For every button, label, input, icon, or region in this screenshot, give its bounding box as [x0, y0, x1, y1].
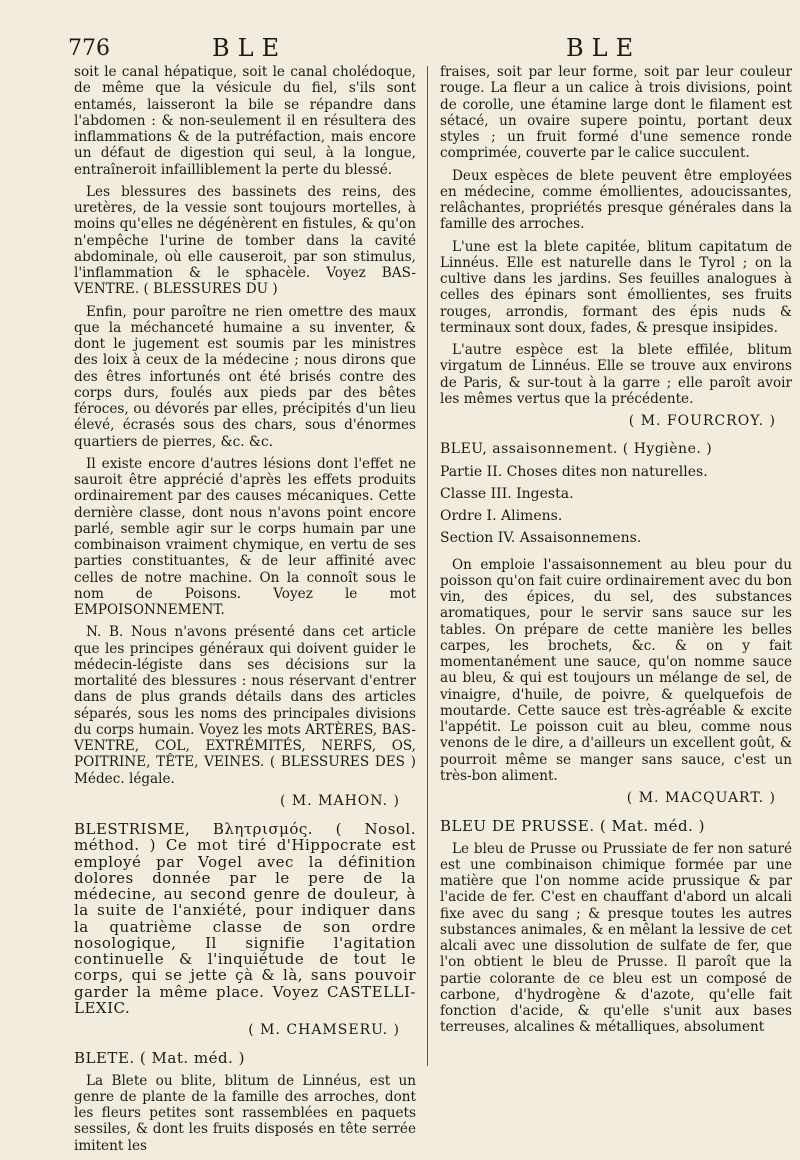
paragraph: soit le canal hépatique, soit le canal cholédoque, de même que la vésicule du fiel, s'ils sont entamés, laisseront la bile se répandre dans l'abdomen : & non-seulement il en résultera des inflammations & de la putréfaction, mais encore un défaut de digestion qui seul, à la longue, entraîneroit infailliblement la perte du blessé.: [74, 64, 416, 178]
paragraph: L'une est la blete capitée, blitum capitatum de Linnéus. Elle est naturelle dans le Tyrol ; on la cultive dans les jardins. Ses feuilles analogues à celles des épinars sont émollientes, ses fruits rouges, arrondis, formant des épis nuds & terminaux sont doux, fades, & presque insipides.: [440, 238, 792, 336]
entry-heading: BLEU DE PRUSSE. ( Mat. méd. ): [440, 817, 705, 836]
running-head-right: BLE: [566, 34, 642, 62]
paragraph: Enfin, pour paroître ne rien omettre des maux que la méchanceté humaine a su inventer, & dont le jugement est soumis par les ministres des loix à ceux de la médecine ; nous dirons que des êtres infortunés ont été brisés contre des corps durs, foulés aux pieds par des bêtes féroces, ou dévorés par elles, précipités d'un lieu élevé, écrasés sous des chars, sous d'énormes quartiers de pierres, &c. &c.: [74, 303, 416, 450]
author-signature: ( M. MACQUART. ): [626, 790, 776, 806]
paragraph: La Blete ou blite, blitum de Linnéus, est un genre de plante de la famille des arroches, dont les fleurs petites sont rassemblées en paquets sessiles, & dont les fruits disposés en tête serrée imitent les: [74, 1072, 416, 1154]
author-signature: ( M. CHAMSERU. ): [248, 1022, 400, 1038]
paragraph: On emploie l'assaisonnement au bleu pour du poisson qu'on fait cuire ordinairement avec du bon vin, des épices, du sel, des substances aromatiques, pour le servir sans sauce sur les tables. On prépare de cette manière les belles carpes, les brochets, &c. & on y fait momentanément une sauce, qu'on nomme sauce au bleu, & qui est toujours un mélange de sel, de vinaigre, d'huile, de poivre, & quelquefois de moutarde. Cette sauce est très-agréable & excite l'appétit. Le poisson cuit au bleu, comme nous venons de le dire, a d'ailleurs un excellent goût, & pourroit même se manger sans sauce, c'est un très-bon aliment.: [440, 556, 792, 784]
author-signature: ( M. MAHON. ): [280, 792, 400, 809]
column-divider: [427, 66, 428, 1066]
page-header: [0, 34, 800, 64]
paragraph: Le bleu de Prusse ou Prussiate de fer non saturé est une combinaison chimique formée par une matière que l'on nomme acide prussique & par l'acide de fer. C'est en chauffant d'abord un alcali fixe avec du sang ; & presque toutes les autres substances animales, & en mêlant la lessive de cet alcali avec une dissolution de sulfate de fer, que l'on obtient le bleu de Prusse. Il paroît que la partie colorante de ce bleu est un composé de carbone, d'hydrogène & d'azote, qu'elle fait fonction d'acide, & qu'elle s'unit aux bases terreuses, alcalines & métalliques, absolument: [440, 840, 792, 1036]
entry-heading: BLETE. ( Mat. méd. ): [74, 1049, 246, 1068]
paragraph: L'autre espèce est la blete effilée, blitum virgatum de Linnéus. Elle se trouve aux environs de Paris, & sur-tout à la garre ; elle paroît avoir les mêmes vertus que la précédente.: [440, 342, 792, 407]
page-number: 776: [68, 36, 110, 61]
classification-line: Classe III. Ingesta.: [440, 485, 574, 502]
paragraph: Il existe encore d'autres lésions dont l'effet ne sauroit être apprécié d'après les effets produits ordinairement par des causes mécaniques. Cette dernière classe, dont nous n'avons point encore parlé, semble agir sur le corps humain par une combinaison vraiment chymique, en vertu de ses parties constituantes, & de leur affinité avec celles de notre machine. On la connoît sous le nom de Poisons. Voyez le mot EMPOISONNEMENT.: [74, 455, 416, 618]
classification-line: Partie II. Choses dites non naturelles.: [440, 463, 708, 480]
left-column: [74, 64, 416, 1160]
paragraph: Deux espèces de blete peuvent être employées en médecine, comme émollientes, adoucissantes, relâchantes, propriétés presque générales dans la famille des arroches.: [440, 167, 792, 233]
author-signature: ( M. FOURCROY. ): [628, 413, 776, 429]
paragraph: Les blessures des bassinets des reins, des uretères, de la vessie sont toujours mortelles, à moins qu'elles ne dégénèrent en fistules, & qu'on n'empêche l'urine de tomber dans la cavité abdominale, où elle causeroit, par son stimulus, l'inflammation & le sphacèle. Voyez BAS-VENTRE. ( BLESSURES DU ): [74, 183, 416, 298]
paragraph: N. B. Nous n'avons présenté dans cet article que les principes généraux qui doivent guider le médecin-légiste dans ses décisions sur la mortalité des blessures : nous réservant d'entrer dans de plus grands détails dans des articles séparés, sous les noms des principales divisions du corps humain. Voyez les mots ARTÈRES, BAS-VENTRE, COL, EXTRÉMITÉS, NERFS, OS, POITRINE, TÊTE, VEINES. ( BLESSURES DES ) Médec. légale.: [74, 624, 416, 787]
right-column: [440, 64, 792, 1042]
entry-paragraph: BLESTRISME, Βλητρισμός. ( Nosol. méthod. ) Ce mot tiré d'Hippocrate est employé par Vogel avec la définition dolores donnée par le pere de la médecine, au second genre de douleur, à la suite de l'anxiété, pour indiquer dans la quatrième classe de son ordre nosologique, Il signifie l'agitation continuelle & l'inquiétude de tout le corps, qui se jette çà & là, sans pouvoir garder la même place. Voyez CASTELLI-LEXIC.: [74, 820, 416, 1017]
classification-line: Ordre I. Alimens.: [440, 508, 563, 524]
running-head-left: BLE: [212, 34, 288, 62]
entry-heading: BLEU, assaisonnement. ( Hygiène. ): [440, 441, 713, 458]
classification-line: Section IV. Assaisonnemens.: [440, 530, 642, 547]
paragraph: fraises, soit par leur forme, soit par leur couleur rouge. La fleur a un calice à trois divisions, point de corolle, une étamine large dont le filament est sétacé, un ovaire supere pointu, portant deux styles ; un fruit formé d'une semence ronde comprimée, couverte par le calice succulent.: [440, 64, 792, 162]
